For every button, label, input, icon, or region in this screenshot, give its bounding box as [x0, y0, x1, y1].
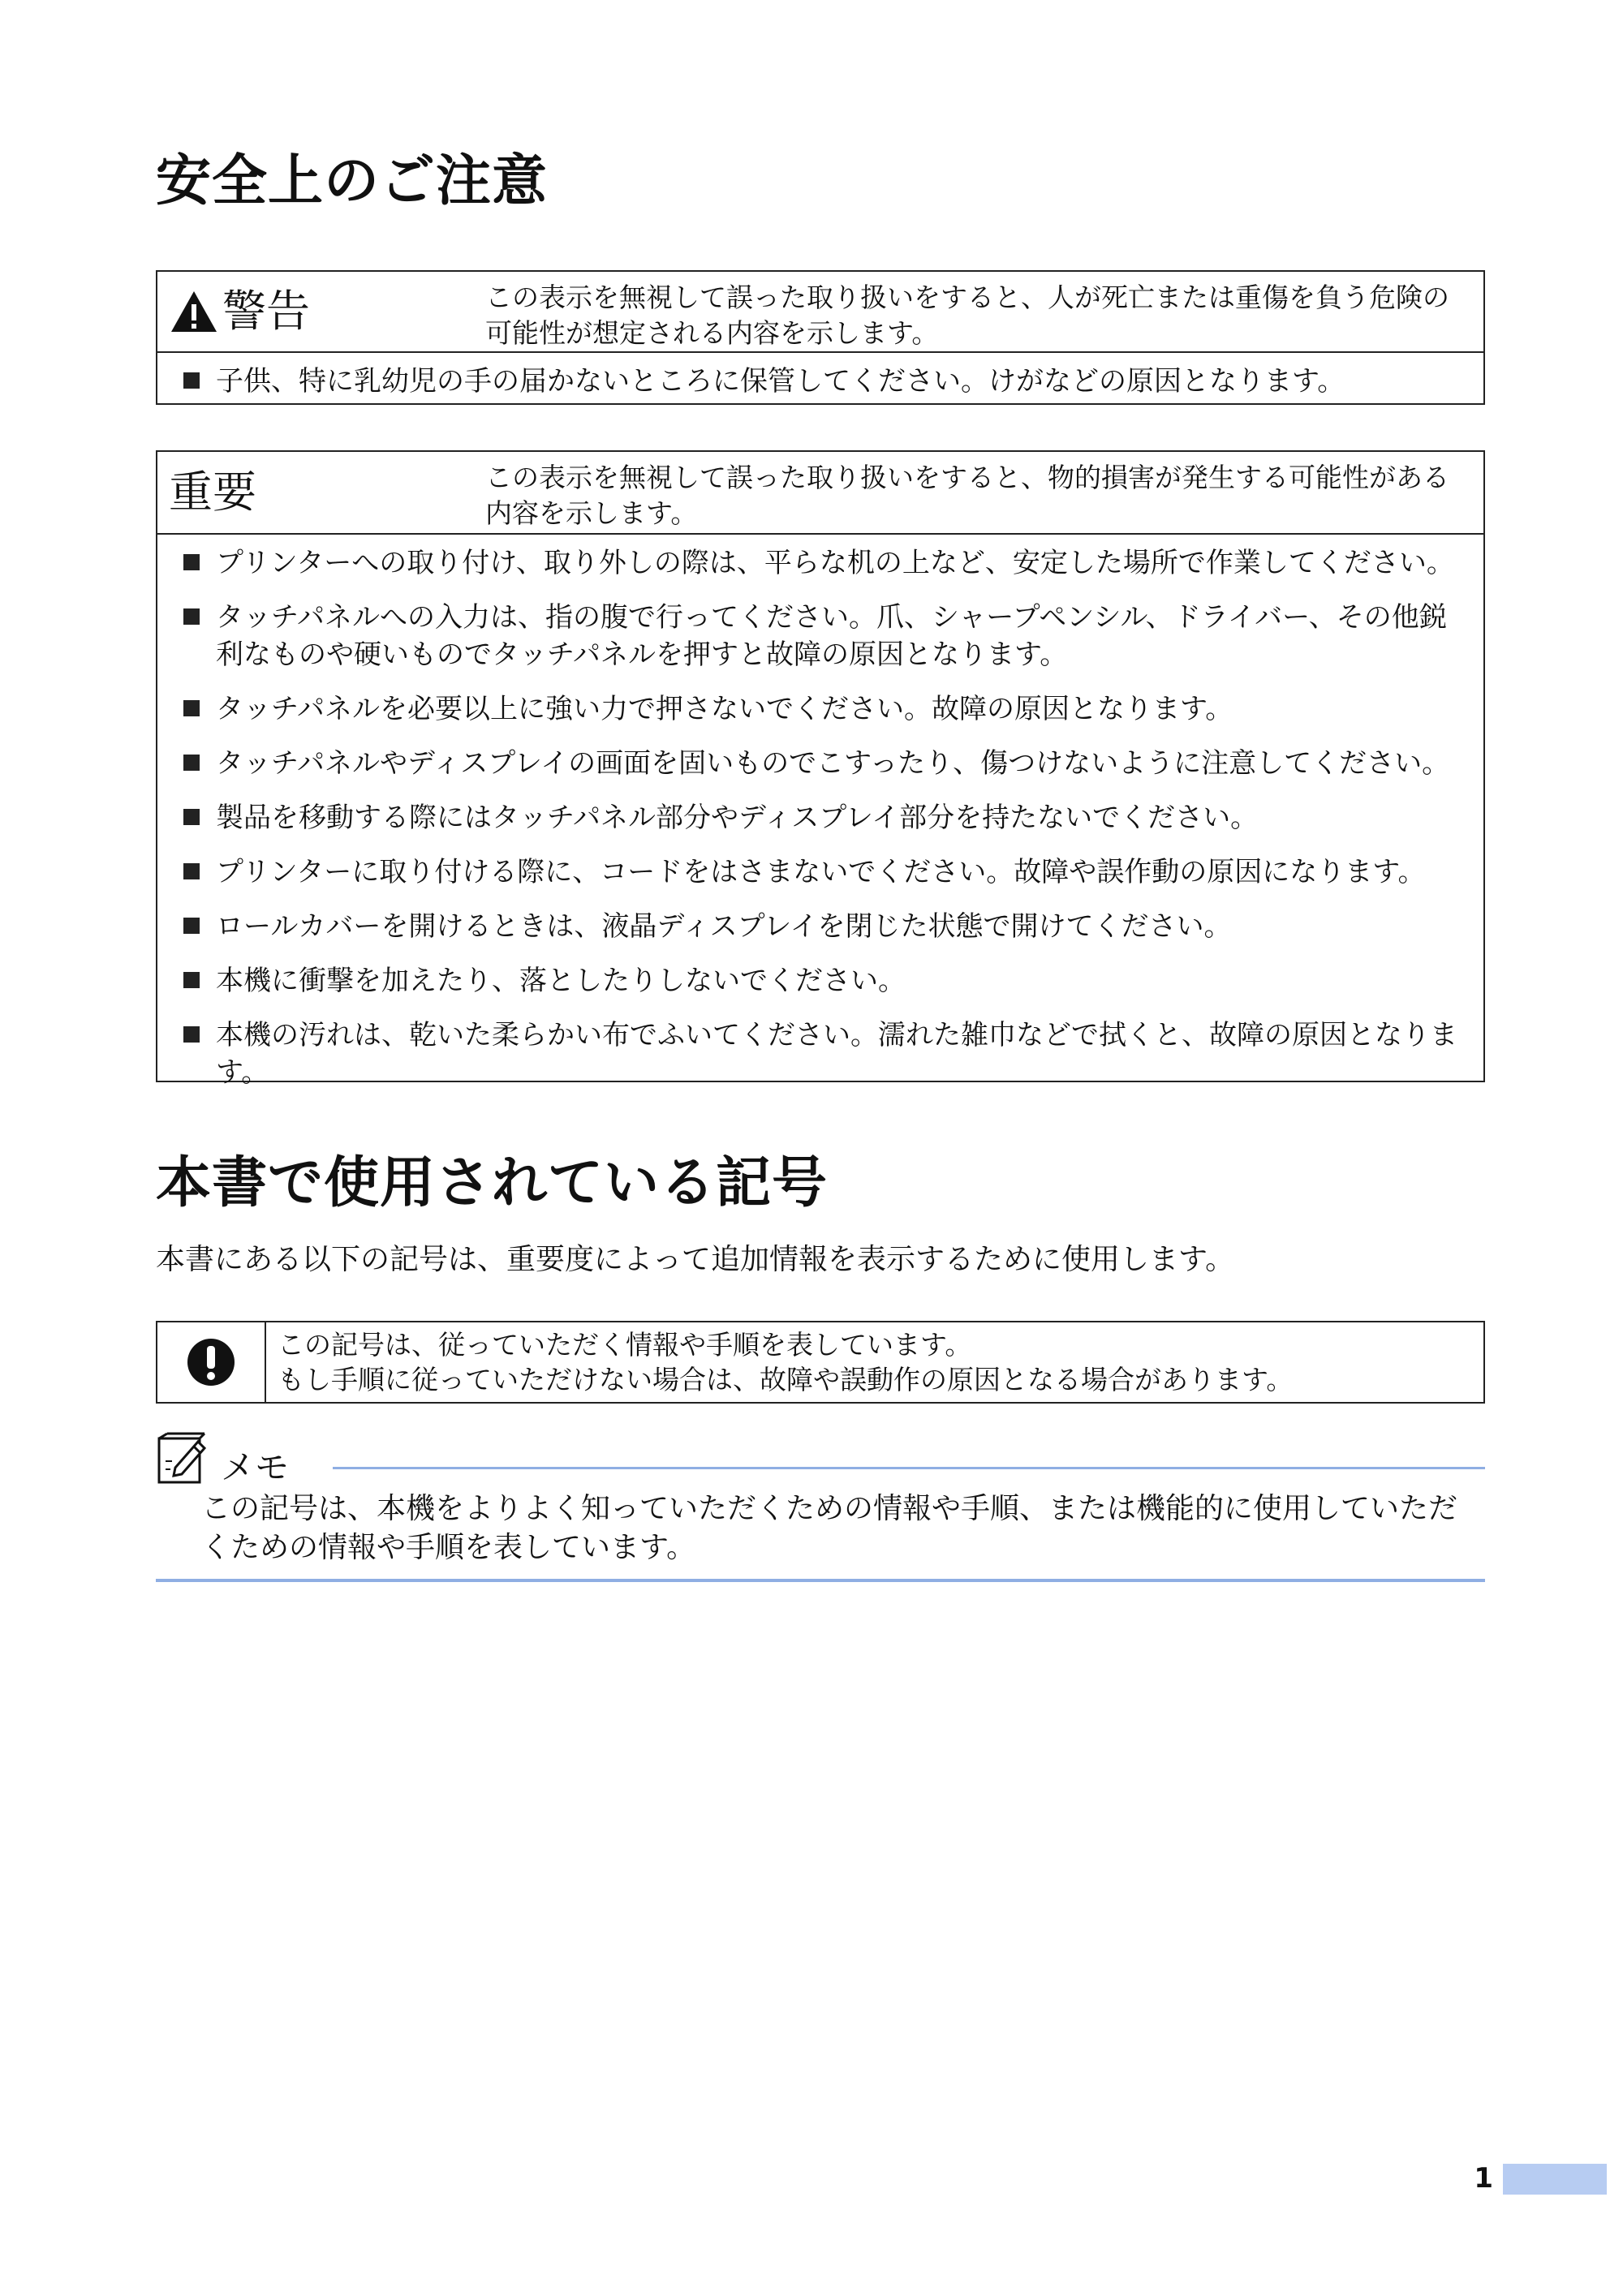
- memo-label: メモ: [221, 1447, 290, 1487]
- warning-label-cell: [157, 272, 485, 351]
- caution-text: [266, 1322, 1304, 1402]
- page-title-safety: 安全上のご注意: [156, 149, 549, 213]
- list-item: タッチパネルを必要以上に強い力で押さないでください。故障の原因となります。: [157, 690, 1483, 728]
- important-list: [157, 535, 1483, 1096]
- warning-box: [156, 270, 1485, 405]
- memo-header: [156, 1428, 289, 1490]
- square-bullet-icon: [183, 372, 200, 389]
- warning-triangle-icon: [169, 289, 219, 334]
- warning-list: [157, 353, 1483, 405]
- memo-text: この記号は、本機をよりよく知っていただくための情報や手順、または機能的に使用していただくための情報や手順を表しています。: [201, 1492, 1458, 1564]
- square-bullet-icon: [183, 755, 200, 771]
- square-bullet-icon: [183, 608, 200, 625]
- section-title-symbols: 本書で使用されている記号: [156, 1151, 829, 1215]
- list-item: プリンターに取り付ける際に、コードをはさまないでください。故障や誤作動の原因になります。: [157, 853, 1483, 891]
- memo-pencil-icon: [156, 1432, 213, 1486]
- list-item: 子供、特に乳幼児の手の届かないところに保管してください。けがなどの原因となります。: [157, 363, 1483, 400]
- memo-block: [156, 1428, 1485, 1582]
- square-bullet-icon: [183, 700, 200, 716]
- list-item: プリンターへの取り付け、取り外しの際は、平らな机の上など、安定した場所で作業してください。: [157, 544, 1483, 582]
- square-bullet-icon: [183, 918, 200, 934]
- memo-top-rule: [333, 1467, 1485, 1469]
- list-item: タッチパネルへの入力は、指の腹で行ってください。爪、シャープペンシル、ドライバー、その他鋭利なものや硬いものでタッチパネルを押すと故障の原因となります。: [157, 599, 1483, 673]
- square-bullet-icon: [183, 554, 200, 570]
- caution-line-1: この記号は、従っていただく情報や手順を表しています。: [278, 1329, 972, 1361]
- list-item: タッチパネルやディスプレイの画面を固いものでこすったり、傷つけないように注意してください。: [157, 745, 1483, 782]
- list-item: ロールカバーを開けるときは、液晶ディスプレイを閉じた状態で開けてください。: [157, 908, 1483, 945]
- list-item: 本機に衝撃を加えたり、落としたりしないでください。: [157, 962, 1483, 1000]
- symbols-intro: 本書にある以下の記号は、重要度によって追加情報を表示するために使用します。: [156, 1243, 1235, 1276]
- list-item: 製品を移動する際にはタッチパネル部分やディスプレイ部分を持たないでください。: [157, 799, 1483, 836]
- caution-line-2: もし手順に従っていただけない場合は、故障や誤動作の原因となる場合があります。: [278, 1364, 1294, 1395]
- caution-symbol-box: [156, 1321, 1485, 1404]
- square-bullet-icon: [183, 1026, 200, 1043]
- important-box: [156, 450, 1485, 1089]
- warning-description: この表示を無視して誤った取り扱いをすると、人が死亡または重傷を負う危険の可能性が想定される内容を示します。: [485, 282, 1449, 349]
- list-item: 本機の汚れは、乾いた柔らかい布でふいてください。濡れた雑巾などで拭くと、故障の原因となります。: [157, 1017, 1483, 1091]
- memo-bottom-rule: [156, 1579, 1485, 1582]
- exclamation-icon: [186, 1337, 236, 1387]
- important-header: [157, 452, 1483, 535]
- warning-header: [157, 272, 1483, 353]
- square-bullet-icon: [183, 863, 200, 879]
- square-bullet-icon: [183, 972, 200, 988]
- warning-label: 警告: [222, 286, 310, 337]
- caution-icon-cell: [157, 1322, 266, 1402]
- important-description: この表示を無視して誤った取り扱いをすると、物的損害が発生する可能性がある内容を示します。: [485, 462, 1449, 529]
- page-tab-accent: [1503, 2164, 1607, 2195]
- page-number: 1: [1474, 2162, 1493, 2195]
- square-bullet-icon: [183, 809, 200, 825]
- important-label: 重要: [169, 467, 256, 518]
